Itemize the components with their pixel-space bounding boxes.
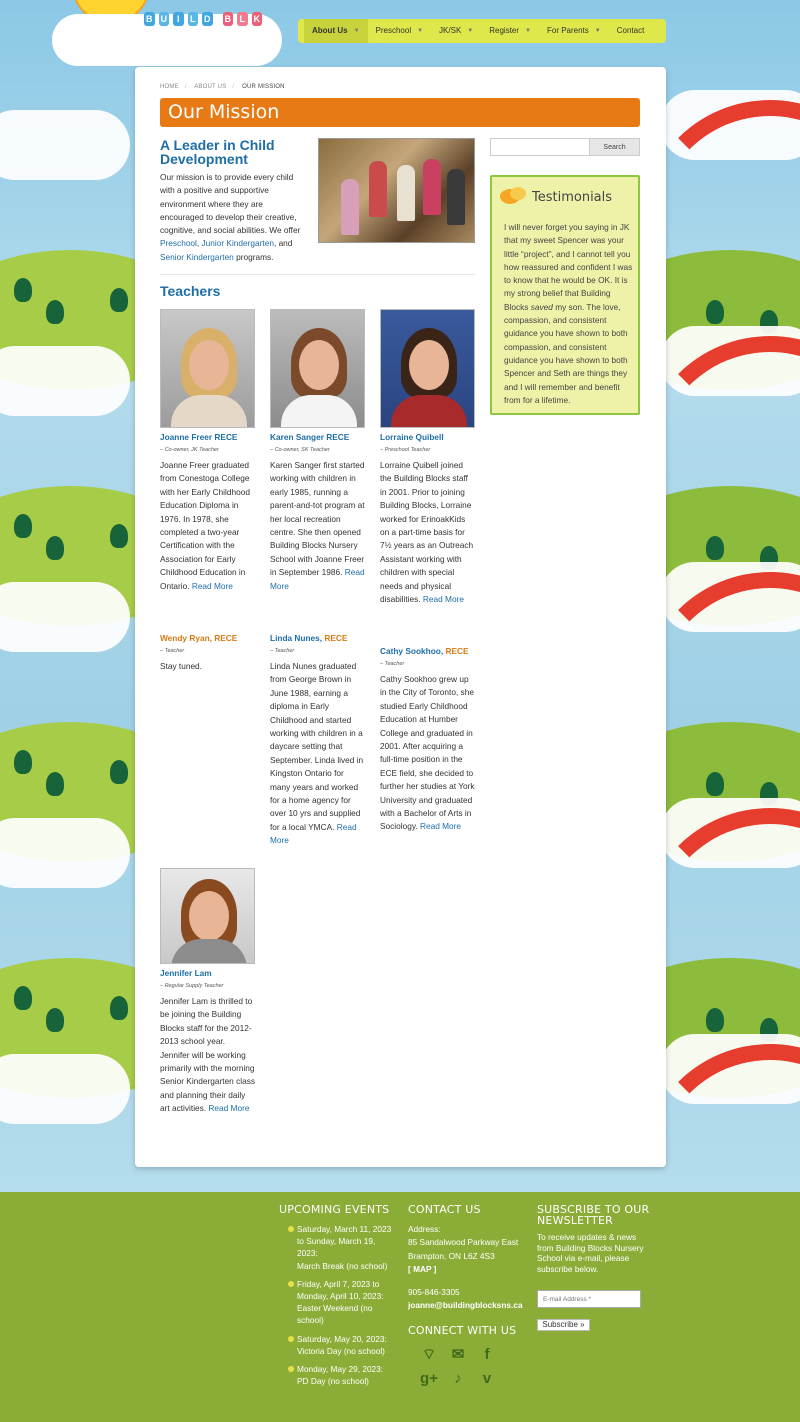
event-date: Friday, April 7, 2023 to Monday, April 10, 2023: bbox=[297, 1278, 384, 1302]
rss-icon[interactable]: ⌔ bbox=[421, 1345, 437, 1363]
preschool-link[interactable]: Preschool bbox=[160, 238, 197, 249]
social-links bbox=[420, 1346, 523, 1388]
teacher-photo bbox=[160, 309, 255, 428]
divider bbox=[160, 274, 475, 275]
nav-label: Contact bbox=[616, 26, 645, 35]
events-column bbox=[279, 1204, 397, 1393]
teacher-card bbox=[380, 642, 476, 834]
teacher-name[interactable] bbox=[270, 633, 366, 643]
event-item[interactable] bbox=[279, 1223, 397, 1272]
text-separator: , bbox=[196, 238, 202, 249]
google-plus-icon[interactable]: g+ bbox=[420, 1369, 438, 1387]
address-label: Address: bbox=[408, 1224, 441, 1234]
nav-preschool[interactable] bbox=[368, 19, 432, 43]
breadcrumb-about[interactable]: ABOUT US bbox=[194, 84, 227, 90]
teacher-role: – Teacher bbox=[270, 648, 295, 654]
teacher-name[interactable] bbox=[380, 646, 476, 656]
nav-for-parents[interactable] bbox=[539, 19, 609, 43]
teacher-name[interactable] bbox=[160, 633, 256, 643]
event-date: Saturday, May 20, 2023: bbox=[297, 1333, 387, 1344]
search-input[interactable] bbox=[490, 138, 590, 156]
chevron-down-icon: ▼ bbox=[525, 28, 531, 34]
teacher-name-text: Linda Nunes, bbox=[270, 633, 325, 643]
teacher-card bbox=[160, 309, 256, 593]
teacher-card bbox=[160, 629, 256, 673]
nav-label: About Us bbox=[312, 26, 348, 35]
subscribe-button[interactable]: Subscribe » bbox=[537, 1319, 590, 1331]
nav-contact[interactable] bbox=[609, 19, 653, 43]
bio-text: Lorraine Quibell joined the Building Blocks staff in 2001. Prior to joining Building Blocks, Lorraine worked for ErinoakKids on a part-time basis for 7½ years as an Outreach Assistant working with children with special needs and physical disabilities. bbox=[380, 460, 474, 605]
teachers-heading: Teachers bbox=[160, 283, 221, 299]
site-header bbox=[0, 0, 800, 70]
teacher-name[interactable]: Lorraine Quibell bbox=[380, 432, 444, 442]
newsletter-heading: SUBSCRIBE TO OUR NEWSLETTER bbox=[537, 1203, 650, 1227]
address-line: Brampton, ON L6Z 4S3 bbox=[408, 1250, 495, 1261]
bio-text: Linda Nunes graduated from George Brown in June 1988, earning a diploma in Early Childhood and started working with children in a daycare setting that September. Linda lived in Kingston Ontario for many years and worked for a home agency for over 10 yrs and supplied for a local YMCA. bbox=[270, 661, 364, 832]
teacher-name-text: Cathy Sookhoo, bbox=[380, 646, 446, 656]
speech-bubble-icon bbox=[500, 187, 526, 207]
page-title: Our Mission bbox=[160, 98, 640, 127]
search-form bbox=[490, 138, 640, 156]
map-link[interactable]: [ MAP ] bbox=[408, 1263, 437, 1274]
teacher-bio bbox=[270, 459, 366, 593]
event-item[interactable] bbox=[279, 1363, 397, 1387]
breadcrumb-current: OUR MISSION bbox=[242, 84, 285, 90]
testimonials-widget bbox=[490, 175, 640, 415]
junior-kindergarten-link[interactable]: Junior Kindergarten bbox=[201, 238, 274, 249]
read-more-link[interactable]: Read More bbox=[270, 821, 357, 846]
site-logo[interactable]: B U I L D B L K bbox=[146, 14, 260, 24]
facebook-icon[interactable]: f bbox=[484, 1345, 490, 1363]
bio-text: Joanne Freer graduated from Conestoga College with her Early Childhood Education Diploma in 1976. In 1978, she completed a two-year Certification with the Association for Early Childhood Education in Ontario. bbox=[160, 460, 250, 591]
teacher-photo bbox=[160, 868, 255, 964]
teacher-bio bbox=[270, 660, 366, 848]
nav-label: Preschool bbox=[375, 26, 412, 35]
contact-heading: CONTACT US bbox=[408, 1203, 481, 1216]
event-title: Victoria Day (no school) bbox=[297, 1345, 385, 1356]
chevron-down-icon: ▼ bbox=[594, 28, 601, 34]
bio-text: Karen Sanger first started working with children in early 1985, running a parent-and-tot program at her local recreation centre. She then opened Building Blocks Nursery School with Joanne Freer in September 1986. bbox=[270, 460, 365, 578]
main-nav bbox=[298, 19, 666, 43]
children-photo bbox=[318, 138, 475, 243]
nav-jk-sk[interactable] bbox=[431, 19, 481, 43]
contact-column bbox=[408, 1204, 523, 1388]
search-button[interactable]: Search bbox=[589, 138, 640, 156]
phone-number: 905-846-3305 bbox=[408, 1287, 460, 1298]
testimonial-part: I will never forget you saying in JK that my sweet Spencer was your little “project”, and I cannot tell you how reassured and confident I was to know that he would be OK. It is my strong belief that Building Blocks bbox=[504, 222, 633, 312]
bio-text: Jennifer Lam is thrilled to be joining the Building Blocks staff for the 2012-2013 school year. Jennifer will be working primarily with the morning Senior Kindergarten class and planning their daily art activities. bbox=[160, 996, 256, 1114]
testimonials-heading: Testimonials bbox=[532, 189, 613, 205]
events-list bbox=[279, 1223, 397, 1387]
site-footer bbox=[0, 1192, 800, 1422]
intro-text: Our mission is to provide every child with a positive and supportive environment where they are encouraged to develop their creative, cognitive, and social abilities. We offer bbox=[160, 172, 301, 236]
teacher-name[interactable]: Karen Sanger RECE bbox=[270, 432, 350, 442]
read-more-link[interactable]: Read More bbox=[191, 580, 233, 591]
newsletter-text: To receive updates & news from Building Blocks Nursery School via e-mail, please subscribe below. bbox=[537, 1232, 644, 1274]
chevron-down-icon: ▼ bbox=[353, 28, 360, 34]
nav-about-us[interactable] bbox=[304, 19, 368, 43]
teacher-card bbox=[270, 629, 366, 848]
event-title: PD Day (no school) bbox=[297, 1376, 369, 1387]
event-date: Monday, May 29, 2023: bbox=[297, 1364, 384, 1375]
text-separator: , and bbox=[273, 238, 293, 249]
event-date: Saturday, March 11, 2023 to Sunday, March 19, 2023: bbox=[297, 1224, 392, 1259]
teacher-name-text: Wendy Ryan, bbox=[160, 633, 215, 643]
breadcrumb-home[interactable]: HOME bbox=[160, 84, 179, 90]
teacher-role: – Teacher bbox=[160, 648, 185, 654]
teacher-name[interactable]: Jennifer Lam bbox=[160, 968, 212, 978]
teacher-bio bbox=[380, 459, 476, 606]
read-more-link[interactable]: Read More bbox=[208, 1103, 250, 1114]
senior-kindergarten-link[interactable]: Senior Kindergarten bbox=[160, 251, 234, 262]
teacher-role: – Preschool Teacher bbox=[380, 447, 431, 453]
teacher-credential: RECE bbox=[445, 646, 469, 656]
nav-register[interactable] bbox=[481, 19, 539, 43]
read-more-link[interactable]: Read More bbox=[419, 821, 462, 832]
newsletter-email-input[interactable] bbox=[537, 1290, 641, 1308]
chevron-down-icon: ▼ bbox=[417, 28, 424, 34]
teacher-role: – Teacher bbox=[380, 661, 405, 667]
newsletter-column bbox=[537, 1204, 652, 1331]
testimonial-part: my son. The love, compassion, and consistent guidance you have shown to both compassion, and consistent guidance you have shown to both Spencer and Seth are things they and I will remember and benefit from for a lifetime. bbox=[504, 301, 628, 405]
nav-label: JK/SK bbox=[439, 26, 462, 35]
intro-end: programs. bbox=[233, 251, 274, 262]
bio-text: Cathy Sookhoo grew up in the City of Toronto, she studied Early Childhood Education at Humber College and graduated in 2001. After acquiring a full-time position in the ECE field, she decided to further her studies at York University and graduated with a Bachelor of Arts in Sociology. bbox=[380, 674, 475, 832]
chevron-down-icon: ▼ bbox=[467, 28, 474, 34]
teacher-role: – Co-owner, JK Teacher bbox=[160, 447, 219, 453]
mission-text bbox=[160, 171, 305, 264]
read-more-link[interactable]: Read More bbox=[422, 594, 464, 605]
nav-label: Register bbox=[489, 26, 520, 35]
connect-heading: CONNECT WITH US bbox=[408, 1323, 517, 1337]
teacher-photo bbox=[380, 309, 475, 428]
teacher-credential: RECE bbox=[324, 633, 348, 643]
event-title: March Break (no school) bbox=[297, 1260, 388, 1271]
section-subtitle: A Leader in Child Development bbox=[160, 137, 275, 167]
teacher-role: – Regular Supply Teacher bbox=[160, 983, 224, 989]
events-heading: UPCOMING EVENTS bbox=[279, 1203, 390, 1216]
breadcrumb-separator: / bbox=[232, 84, 235, 90]
breadcrumb-separator: / bbox=[184, 84, 187, 90]
nav-label: For Parents bbox=[546, 26, 589, 35]
teacher-role: – Co-owner, SK Teacher bbox=[270, 447, 330, 453]
testimonial-emphasis: saved bbox=[530, 301, 553, 312]
teacher-card bbox=[160, 868, 256, 1116]
mail-icon[interactable]: ✉ bbox=[451, 1345, 465, 1363]
twitter-icon[interactable]: ♪ bbox=[454, 1369, 462, 1387]
vimeo-icon[interactable]: v bbox=[482, 1369, 492, 1387]
teacher-bio: Stay tuned. bbox=[160, 661, 202, 671]
teacher-bio bbox=[380, 673, 476, 834]
content-panel bbox=[135, 67, 666, 1167]
event-title: Easter Weekend (no school) bbox=[297, 1303, 373, 1326]
testimonials-header bbox=[500, 187, 612, 207]
breadcrumb bbox=[160, 84, 291, 90]
event-item[interactable] bbox=[279, 1278, 397, 1327]
teacher-card bbox=[270, 309, 366, 593]
event-item[interactable] bbox=[279, 1333, 397, 1357]
teacher-credential: RECE bbox=[214, 633, 238, 643]
address-line: 85 Sandalwood Parkway East bbox=[408, 1237, 519, 1248]
teacher-card bbox=[380, 309, 476, 606]
teacher-photo bbox=[270, 309, 365, 428]
teacher-bio bbox=[160, 995, 256, 1116]
testimonial-text bbox=[504, 221, 634, 407]
teacher-name[interactable]: Joanne Freer RECE bbox=[160, 432, 238, 442]
read-more-link[interactable]: Read More bbox=[270, 567, 365, 591]
teacher-bio bbox=[160, 459, 256, 593]
email-link[interactable]: joanne@buildingblocksns.ca bbox=[408, 1300, 523, 1311]
